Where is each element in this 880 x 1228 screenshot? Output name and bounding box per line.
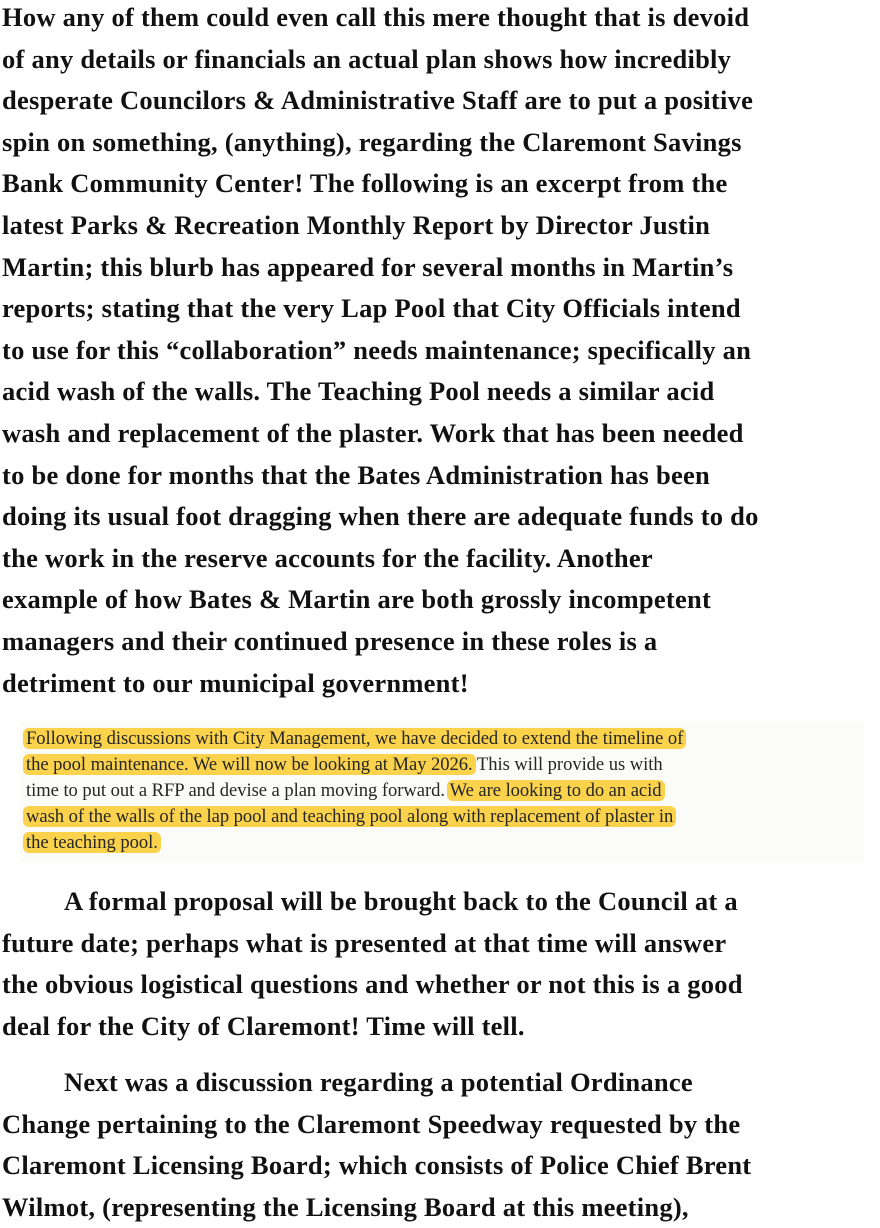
text-line: spin on something, (anything), regarding the Claremont Savings [2, 126, 742, 157]
highlighted-text: the teaching pool. [23, 832, 161, 853]
text-line: Martin; this blurb has appeared for several months in Martin’s [2, 251, 734, 282]
text-line: to use for this “collaboration” needs maintenance; specifically an [2, 334, 752, 365]
body-paragraph-intro [2, 0, 880, 704]
text-line: reports; stating that the very Lap Pool that City Officials intend [2, 293, 741, 324]
excerpt-line [26, 752, 663, 778]
text-line: A formal proposal will be brought back to the Council at a [64, 886, 738, 916]
text-line: to be done for months that the Bates Administration has been [2, 459, 710, 490]
plain-text: time to put out a RFP and devise a plan moving forward. [26, 780, 445, 801]
highlighted-text: wash of the walls of the lap pool and teaching pool along with replacement of plaster in [23, 806, 676, 827]
text-line: detriment to our municipal government! [2, 667, 469, 698]
report-excerpt-image [20, 722, 865, 862]
text-line: the work in the reserve accounts for the facility. Another [2, 542, 653, 573]
excerpt-line [26, 804, 673, 830]
text-line: Claremont Licensing Board; which consists of Police Chief Brent [2, 1150, 752, 1181]
highlighted-text: Following discussions with City Management, we have decided to extend the timeline of [23, 728, 686, 749]
excerpt-line [26, 778, 662, 804]
excerpt-line [26, 726, 683, 752]
text-line: Next was a discussion regarding a potential Ordinance [64, 1067, 693, 1097]
text-line: Bank Community Center! The following is an excerpt from the [2, 168, 728, 199]
excerpt-line [26, 830, 158, 856]
text-line: of any details or financials an actual plan shows how incredibly [2, 43, 732, 74]
text-line: example of how Bates & Martin are both grossly incompetent [2, 584, 712, 615]
text-line: acid wash of the walls. The Teaching Pool needs a similar acid [2, 376, 715, 407]
text-line: doing its usual foot dragging when there are adequate funds to do [2, 501, 759, 532]
text-line: Change pertaining to the Claremont Speedway requested by the [2, 1108, 741, 1139]
text-line: wash and replacement of the plaster. Work that has been needed [2, 417, 744, 448]
text-line: managers and their continued presence in these roles is a [2, 625, 658, 656]
text-line: the obvious logistical questions and whether or not this is a good [2, 969, 743, 1000]
text-line: future date; perhaps what is presented at that time will answer [2, 927, 727, 958]
highlighted-text: We are looking to do an acid [447, 780, 665, 801]
text-line: deal for the City of Claremont! Time will tell. [2, 1010, 525, 1041]
plain-text: This will provide us with [472, 754, 663, 775]
text-line: Wilmot, (representing the Licensing Board at this meeting), [2, 1191, 689, 1222]
text-line: latest Parks & Recreation Monthly Report by Director Justin [2, 209, 711, 240]
text-line: desperate Councilors & Administrative Staff are to put a positive [2, 85, 754, 116]
text-line: How any of them could even call this mere thought that is devoid [2, 2, 750, 32]
highlighted-text: the pool maintenance. We will now be looking at May 2026. [23, 754, 476, 775]
body-paragraph-proposal [2, 881, 880, 1047]
body-paragraph-ordinance [2, 1062, 880, 1228]
